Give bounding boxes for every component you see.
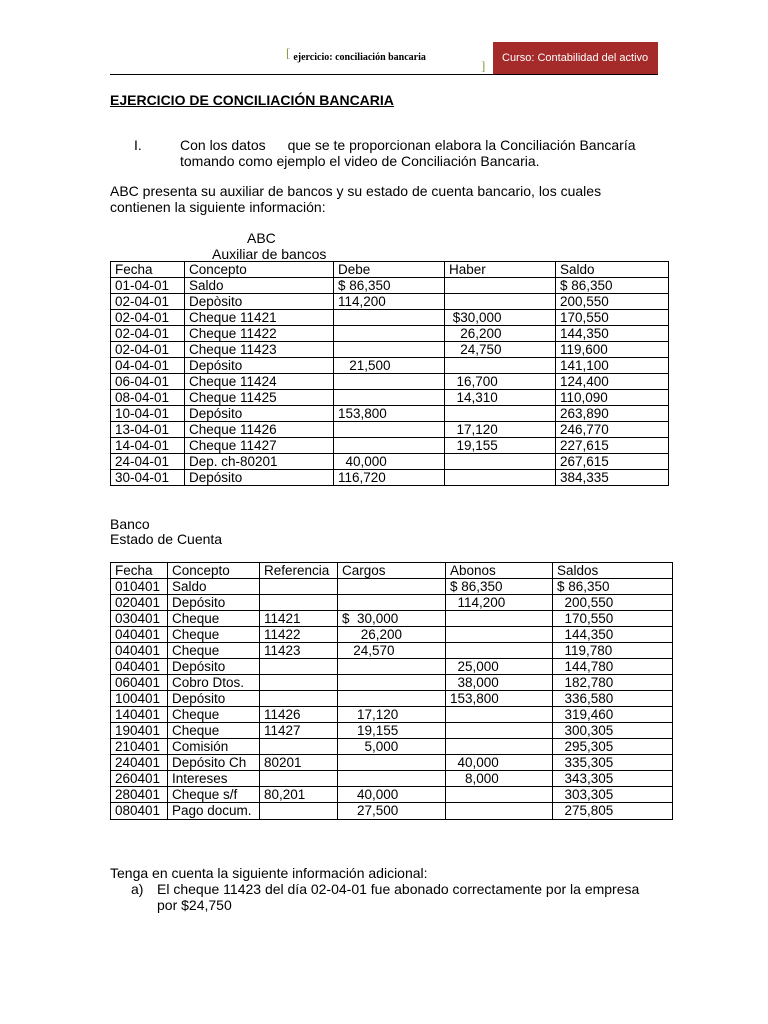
bank-cell: 25,000 [446,659,553,675]
bank-row [111,787,673,803]
auxiliar-row [111,454,669,470]
bank-row [111,611,673,627]
bank-cell: 040401 [111,659,168,675]
auxiliar-cell [334,310,445,326]
auxiliar-row [111,390,669,406]
bank-cell: Cheque [168,643,260,659]
bank-cell: 060401 [111,675,168,691]
bank-header-cell: Abonos [446,563,553,579]
auxiliar-cell: 246,770 [556,422,669,438]
bank-row [111,659,673,675]
bank-cell: 275,805 [553,803,673,820]
auxiliar-cell: Cheque 11424 [185,374,334,390]
page-title: EJERCICIO DE CONCILIACIÓN BANCARIA [110,92,394,108]
auxiliar-cell: 17,120 [445,422,556,438]
auxiliar-cell [445,294,556,310]
auxiliar-cell: 06-04-01 [111,374,185,390]
bank-cell: 200,550 [553,595,673,611]
bank-cell: 40,000 [446,755,553,771]
bank-header-cell: Fecha [111,563,168,579]
auxiliar-cell: Depòsito [185,294,334,310]
auxiliar-cell: 19,155 [445,438,556,454]
bank-cell: 170,550 [553,611,673,627]
bank-cell: 336,580 [553,691,673,707]
auxiliar-cell: 119,600 [556,342,669,358]
bank-cell: 11426 [260,707,338,723]
bank-cell: Cheque s/f [168,787,260,803]
bank-row [111,643,673,659]
auxiliar-row [111,358,669,374]
bank-cell: 300,305 [553,723,673,739]
bank-cell [338,675,446,691]
auxiliar-cell: 02-04-01 [111,310,185,326]
bank-header-row [111,563,673,579]
bank-row [111,755,673,771]
bank-cell: 140401 [111,707,168,723]
bank-cell: 114,200 [446,595,553,611]
bracket-close: ] [481,58,486,73]
bank-cell [260,595,338,611]
auxiliar-cell: 13-04-01 [111,422,185,438]
bank-cell: 8,000 [446,771,553,787]
bank-cell: Depósito [168,659,260,675]
bank-cell: 11421 [260,611,338,627]
bank-cell: Comisión [168,739,260,755]
auxiliar-row [111,374,669,390]
auxiliar-header-cell: Fecha [111,262,185,278]
bank-cell: $ 86,350 [446,579,553,595]
auxiliar-header-cell: Debe [334,262,445,278]
auxiliar-cell: 10-04-01 [111,406,185,422]
bank-cell: 240401 [111,755,168,771]
auxiliar-cell [445,454,556,470]
auxiliar-cell: Cheque 11427 [185,438,334,454]
auxiliar-cell: Cheque 11426 [185,422,334,438]
auxiliar-cell: 02-04-01 [111,342,185,358]
auxiliar-cell: 267,615 [556,454,669,470]
auxiliar-row [111,294,669,310]
bank-row [111,771,673,787]
auxiliar-cell: 02-04-01 [111,326,185,342]
bank-cell [446,723,553,739]
bank-header-cell: Referencia [260,563,338,579]
auxiliar-cell: 30-04-01 [111,470,185,486]
bank-cell: 335,305 [553,755,673,771]
bank-cell [338,595,446,611]
bank-title: Banco [110,516,150,532]
auxiliar-cell: $ 86,350 [556,278,669,294]
auxiliar-cell: 227,615 [556,438,669,454]
bank-row [111,739,673,755]
auxiliar-cell: 141,100 [556,358,669,374]
auxiliar-cell: 114,200 [334,294,445,310]
bank-cell [338,691,446,707]
bank-row [111,707,673,723]
bank-cell: 144,780 [553,659,673,675]
bank-header-cell: Saldos [553,563,673,579]
bank-cell: 182,780 [553,675,673,691]
bank-row [111,627,673,643]
auxiliar-row [111,406,669,422]
bank-cell: 144,350 [553,627,673,643]
bank-row [111,691,673,707]
bank-cell: 080401 [111,803,168,820]
bank-cell: Depósito [168,691,260,707]
bank-cell [260,579,338,595]
auxiliar-cell: 08-04-01 [111,390,185,406]
bank-row [111,579,673,595]
auxiliar-cell [445,470,556,486]
auxiliar-row [111,422,669,438]
bank-cell: 153,800 [446,691,553,707]
bank-cell [260,675,338,691]
auxiliar-cell: $ 86,350 [334,278,445,294]
auxiliar-cell: 24-04-01 [111,454,185,470]
intro-paragraph: ABC presenta su auxiliar de bancos y su estado de cuenta bancario, los cuales contienen la siguiente información: [110,183,602,215]
auxiliar-cell: 01-04-01 [111,278,185,294]
bank-cell: 295,305 [553,739,673,755]
item-a-line1: El cheque 11423 del día 02-04-01 fue abonado correctamente por la empresa [157,881,640,897]
bank-cell: 19,155 [338,723,446,739]
additional-info-intro: Tenga en cuenta la siguiente información adicional: [110,865,428,881]
header-divider [110,74,658,75]
bank-cell [446,643,553,659]
exercise-header-label: ejercicio: conciliación bancaria [293,52,426,63]
auxiliar-cell: Depósito [185,358,334,374]
bank-cell: 11423 [260,643,338,659]
bank-cell [446,787,553,803]
bank-cell [446,739,553,755]
bank-cell: 319,460 [553,707,673,723]
bank-cell: 38,000 [446,675,553,691]
bank-cell: 26,200 [338,627,446,643]
bank-row [111,675,673,691]
bank-cell [446,803,553,820]
bank-cell [260,659,338,675]
auxiliar-cell [445,406,556,422]
auxiliar-cell: 04-04-01 [111,358,185,374]
auxiliar-cell [334,374,445,390]
bank-cell: 260401 [111,771,168,787]
auxiliar-cell [334,342,445,358]
bank-cell: 11427 [260,723,338,739]
instruction-text-part2: que se te proporcionan elabora la Conciliación Bancaría tomando como ejemplo el video de Conciliación Bancaria. [180,137,636,169]
bank-cell [446,707,553,723]
bank-cell: 100401 [111,691,168,707]
auxiliar-cell: 144,350 [556,326,669,342]
auxiliar-cell: 21,500 [334,358,445,374]
bank-cell: Cheque [168,707,260,723]
bank-cell: Cheque [168,611,260,627]
bank-cell: 210401 [111,739,168,755]
bank-cell: Cheque [168,723,260,739]
auxiliar-cell: 14-04-01 [111,438,185,454]
bank-cell: 280401 [111,787,168,803]
auxiliar-cell: Cheque 11421 [185,310,334,326]
instruction-text [180,137,660,169]
bank-cell: Saldo [168,579,260,595]
auxiliar-cell: Depósito [185,470,334,486]
auxiliar-cell [334,326,445,342]
bank-cell: 030401 [111,611,168,627]
auxiliar-cell [445,358,556,374]
bank-cell: 119,780 [553,643,673,659]
bank-cell: 80,201 [260,787,338,803]
auxiliar-row [111,438,669,454]
auxiliar-cell: 170,550 [556,310,669,326]
auxiliar-cell: Cheque 11423 [185,342,334,358]
bank-cell: 40,000 [338,787,446,803]
bank-cell: Depósito Ch [168,755,260,771]
bank-row [111,723,673,739]
bank-cell: 303,305 [553,787,673,803]
bank-cell: $ 86,350 [553,579,673,595]
auxiliar-header-cell: Concepto [185,262,334,278]
bank-cell [338,659,446,675]
auxiliar-title: Auxiliar de bancos [212,246,327,262]
bank-cell [338,755,446,771]
auxiliar-cell: 153,800 [334,406,445,422]
bank-cell: 24,570 [338,643,446,659]
bank-table [110,562,673,820]
bank-cell [338,579,446,595]
auxiliar-cell: 263,890 [556,406,669,422]
bank-cell: 11422 [260,627,338,643]
bank-cell [260,771,338,787]
auxiliar-cell: 124,400 [556,374,669,390]
auxiliar-cell: 384,335 [556,470,669,486]
bank-cell: 040401 [111,643,168,659]
bank-cell: Cheque [168,627,260,643]
bank-cell: 80201 [260,755,338,771]
bank-cell: 17,120 [338,707,446,723]
auxiliar-cell [334,422,445,438]
auxiliar-cell: 16,700 [445,374,556,390]
auxiliar-cell [334,390,445,406]
bank-cell: 040401 [111,627,168,643]
item-a-line2: por $24,750 [157,897,232,913]
bank-cell [260,739,338,755]
auxiliar-cell: Saldo [185,278,334,294]
auxiliar-table [110,261,669,486]
exercise-header [286,45,426,64]
instruction-text-part1: Con los datos [180,137,266,153]
bank-cell: Intereses [168,771,260,787]
bank-cell: Pago docum. [168,803,260,820]
bank-cell: 343,305 [553,771,673,787]
course-label: Curso: Contabilidad del activo [493,42,658,74]
auxiliar-cell: 24,750 [445,342,556,358]
auxiliar-header-cell: Saldo [556,262,669,278]
bank-cell: 020401 [111,595,168,611]
auxiliar-header-row [111,262,669,278]
bank-cell [260,803,338,820]
auxiliar-row [111,470,669,486]
bank-cell [446,611,553,627]
item-a-label: a) [131,881,144,897]
bank-cell [446,627,553,643]
bank-cell: 27,500 [338,803,446,820]
auxiliar-cell: Cheque 11425 [185,390,334,406]
auxiliar-cell [334,438,445,454]
auxiliar-cell: 26,200 [445,326,556,342]
instruction-number: I. [134,137,142,153]
bank-header-cell: Concepto [168,563,260,579]
bank-cell [338,771,446,787]
auxiliar-header-cell: Haber [445,262,556,278]
bank-cell: 5,000 [338,739,446,755]
auxiliar-cell: 116,720 [334,470,445,486]
bank-cell: 190401 [111,723,168,739]
auxiliar-row [111,326,669,342]
bank-statement-title: Estado de Cuenta [110,531,223,547]
auxiliar-cell: 02-04-01 [111,294,185,310]
auxiliar-cell: 14,310 [445,390,556,406]
auxiliar-cell: 200,550 [556,294,669,310]
auxiliar-cell: 110,090 [556,390,669,406]
bank-cell: 010401 [111,579,168,595]
auxiliar-company: ABC [247,230,276,246]
auxiliar-cell: $30,000 [445,310,556,326]
bank-cell [260,691,338,707]
auxiliar-cell: Dep. ch-80201 [185,454,334,470]
auxiliar-cell: Cheque 11422 [185,326,334,342]
auxiliar-row [111,278,669,294]
bank-row [111,803,673,820]
bank-cell: $ 30,000 [338,611,446,627]
bank-cell: Depósito [168,595,260,611]
bank-header-cell: Cargos [338,563,446,579]
auxiliar-cell: Depósito [185,406,334,422]
auxiliar-cell: 40,000 [334,454,445,470]
auxiliar-cell [445,278,556,294]
auxiliar-row [111,310,669,326]
bank-row [111,595,673,611]
auxiliar-row [111,342,669,358]
bank-cell: Cobro Dtos. [168,675,260,691]
bracket-open: [ [286,45,291,60]
